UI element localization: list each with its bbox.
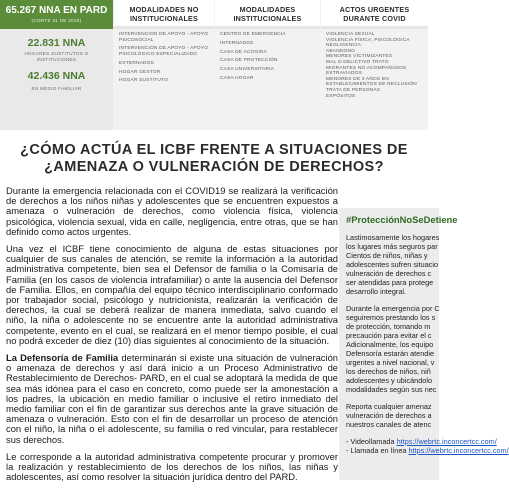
list-item: VIOLENCIA SEXUAL (326, 32, 375, 37)
sidebox-line: Adicionalmente, los equipo (346, 340, 434, 349)
hogares-count: 22.831 NNA (27, 37, 86, 49)
llamada-link-row (346, 446, 509, 455)
nna-pard-block (0, 0, 113, 29)
list-item: CENTRO DE EMERGENCIA (220, 32, 286, 37)
sidebox-line: Defensoría estarán atendie (346, 349, 435, 358)
sidebox-line: Cientos de niños, niñas y (346, 251, 428, 260)
sidebox-line: seguiremos prestando los s (346, 313, 436, 322)
institucionales-column (215, 0, 320, 130)
stats-column (0, 0, 113, 130)
videollamada-link[interactable]: https://webrtc.inconcertcc.com/ (396, 437, 497, 446)
llamada-link[interactable]: https://webrtc.inconcertcc.com/ (408, 446, 509, 455)
list-item: INTERVENCIÓN DE APOYO - APOYO PSICOLÓGICO ESPECIALIZADO (119, 46, 209, 57)
list-item: MENORES DE 3 AÑOS EN ESTABLECIMIENTOS DE RECLUSIÓN (326, 76, 417, 88)
sidebox-paragraph-3 (346, 402, 435, 429)
list-item: EXTRAVIADOS (326, 71, 362, 77)
paragraph-1: Durante la emergencia relacionada con el COVID19 se realizará la verificación de derechos a los niños niñas y adolescentes que se encuentren expuestos a amenaza o vulneración de derechos, como violencia física, violencia psicológica, violencia sexual, vida en calle, negligencia, entre otras, que se han definido como actos urgentes. (6, 185, 338, 237)
list-item: NEGLIGENCIA (326, 43, 361, 49)
page-title-line-1: ¿CÓMO ACTÚA EL ICBF FRENTE A SITUACIONES DE (20, 142, 408, 158)
page-title-line-2: ¿AMENAZA O VULNERACIÓN DE DERECHOS? (44, 159, 384, 175)
sidebox-line: ser atendidas para protege (346, 278, 434, 287)
list-item: MIGRANTES NO ACOMPAÑADOS (326, 65, 407, 71)
llamada-label: - Llamada en línea (346, 446, 409, 455)
list-item: INTERNADOS (220, 40, 254, 46)
paragraph-2: Una vez el ICBF tiene conocimiento de alguna de estas situaciones por cualquier de sus canales de atención, se remite la información a la autoridad administrativa competente, bien sea el Defensor de familia o la Comisaría de Familia (en los casos de violencia intrafamiliar) o ante la ausencia del Defensor de Familia. Ellos, en compañía del equipo técnico interdisciplinario conformado por trabajador social, psicólogo y nutricionista, realizarán la verificación de derechos, la cual se deberá realizar de manera inmediata, salvo cuando el niño, la niña o adolescente no se encuentre ante la autoridad administrativa competente, evento en el cual, se realizará en el menor tiempo posible, el cual no podrá exceder de diez (10) días siguientes al conocimiento de la situación. (6, 243, 338, 346)
list-item: EXTERNADOS (119, 60, 155, 66)
list-item: ABANDONO (326, 48, 356, 54)
sidebox-line: los derechos de niños, niñ (346, 367, 431, 376)
list-item: TRATA DE PERSONAS (326, 87, 381, 93)
sidebox-line: de protección, tomando m (346, 322, 431, 331)
sidebox-line: vulneración de derechos c (346, 269, 432, 278)
paragraph-3-lead: La Defensoría de Familia (6, 352, 119, 364)
list-item: CASA DE PROTECCIÓN (220, 58, 278, 64)
no-institucionales-column (114, 0, 214, 130)
institucionales-title: MODALIDADES INSTITUCIONALES (215, 0, 320, 29)
sidebox-paragraph-2 (346, 304, 440, 394)
list-item: MENORES VÍCTIMIZANTES (326, 54, 393, 60)
paragraph-4: Le corresponde a la autoridad administrativa competente procurar y promover la realización y restablecimiento de los derechos de los niños, las niñas y adolescentes, así como resolver la situación jurídica dentro del PARD. (6, 450, 338, 483)
page-title (0, 142, 428, 176)
institucionales-list (215, 29, 320, 82)
list-item: MAL O DELICTIVO TRATO (326, 59, 389, 65)
list-item: CASA UNIVERSITARIA (220, 67, 275, 73)
hashtag-sidebox (339, 208, 509, 480)
videollamada-label: - Videollamada (346, 437, 397, 446)
nna-pard-date: (CORTE 31 DE 2020) (31, 18, 82, 23)
no-institucionales-title: MODALIDADES NO INSTITUCIONALES (114, 0, 214, 29)
sidebox-line: modalidades según sus nec (346, 385, 437, 394)
sidebox-line: urgentes a nivel nacional, v (346, 358, 435, 367)
sidebox-line: adolescentes sufren situacio (346, 260, 439, 269)
actos-urgentes-title: ACTOS URGENTES DURANTE COVID (321, 0, 428, 29)
sidebox-line: precaución para evitar el c (346, 331, 432, 340)
videollamada-link-row (346, 437, 497, 446)
sidebox-line: desarrollo integral. (346, 287, 407, 296)
medio-count: 42.436 NNA (27, 70, 86, 82)
list-item: HOGAR SUSTITUTO (119, 78, 169, 84)
list-item: INTERVENCIÓN DE APOYO - APOYO PSICOSOCIAL (119, 32, 209, 43)
medio-label: EN MEDIO FAMILIAR (31, 86, 82, 91)
sidebox-hashtag: #ProtecciónNoSeDetiene (346, 214, 458, 225)
sidebox-line: Reporta cualquier amenaz (346, 402, 432, 411)
sidebox-paragraph-1 (346, 233, 440, 296)
list-item: CASA HOGAR (220, 75, 254, 81)
article-body (0, 186, 338, 489)
infographic-header (0, 0, 428, 130)
sidebox-line: los lugares más seguros par (346, 242, 438, 251)
paragraph-3-text: determinarán si existe una situación de vulneración o amenaza de derechos y así dará inicio a un Proceso Administrativo de Restablecimiento de Derechos- PARD, en el cual se adoptará la medida de que sea más idónea para el caso en concreto, como puede ser la amonestación a los padres, la ubicación en medio familiar o inclusive el retiro inmediato del medio familiar con el fin de garantizar sus derechos ante la grave situación de amenaza o vulneración. Esto con el fin de desarrollar un proceso de atención con el niño, la niña o el adolescente, su familia o red vincular, para restablecer sus derechos. (6, 352, 338, 445)
actos-urgentes-column (321, 0, 428, 130)
sidebox-line: Durante la emergencia por C (346, 304, 440, 313)
medio-block (0, 66, 113, 95)
list-item: VIOLENCIA FÍSICA, PSICOLÓGICA (326, 37, 410, 43)
nna-pard-count: 65.267 NNA EN PARD (0, 0, 113, 18)
sidebox-line: nuestros canales de atenc (346, 420, 432, 429)
hogares-block (0, 29, 113, 66)
no-institucionales-list (114, 29, 214, 84)
list-item: CASA DE ACOGIDA (220, 49, 267, 55)
sidebox-line: vulneración de derechos a (346, 411, 432, 420)
list-item: HOGAR GESTOR (119, 69, 161, 75)
sidebox-line: Lastimosamente los hogares (346, 233, 440, 242)
actos-urgentes-list (321, 29, 428, 99)
hogares-label: HOGARES SUSTITUTOS O INSTITUCIONES (24, 51, 89, 62)
paragraph-3 (6, 353, 338, 445)
list-item: EXPÓSITOS (326, 93, 356, 99)
sidebox-line: adolescentes y ubicándolo (346, 376, 433, 385)
